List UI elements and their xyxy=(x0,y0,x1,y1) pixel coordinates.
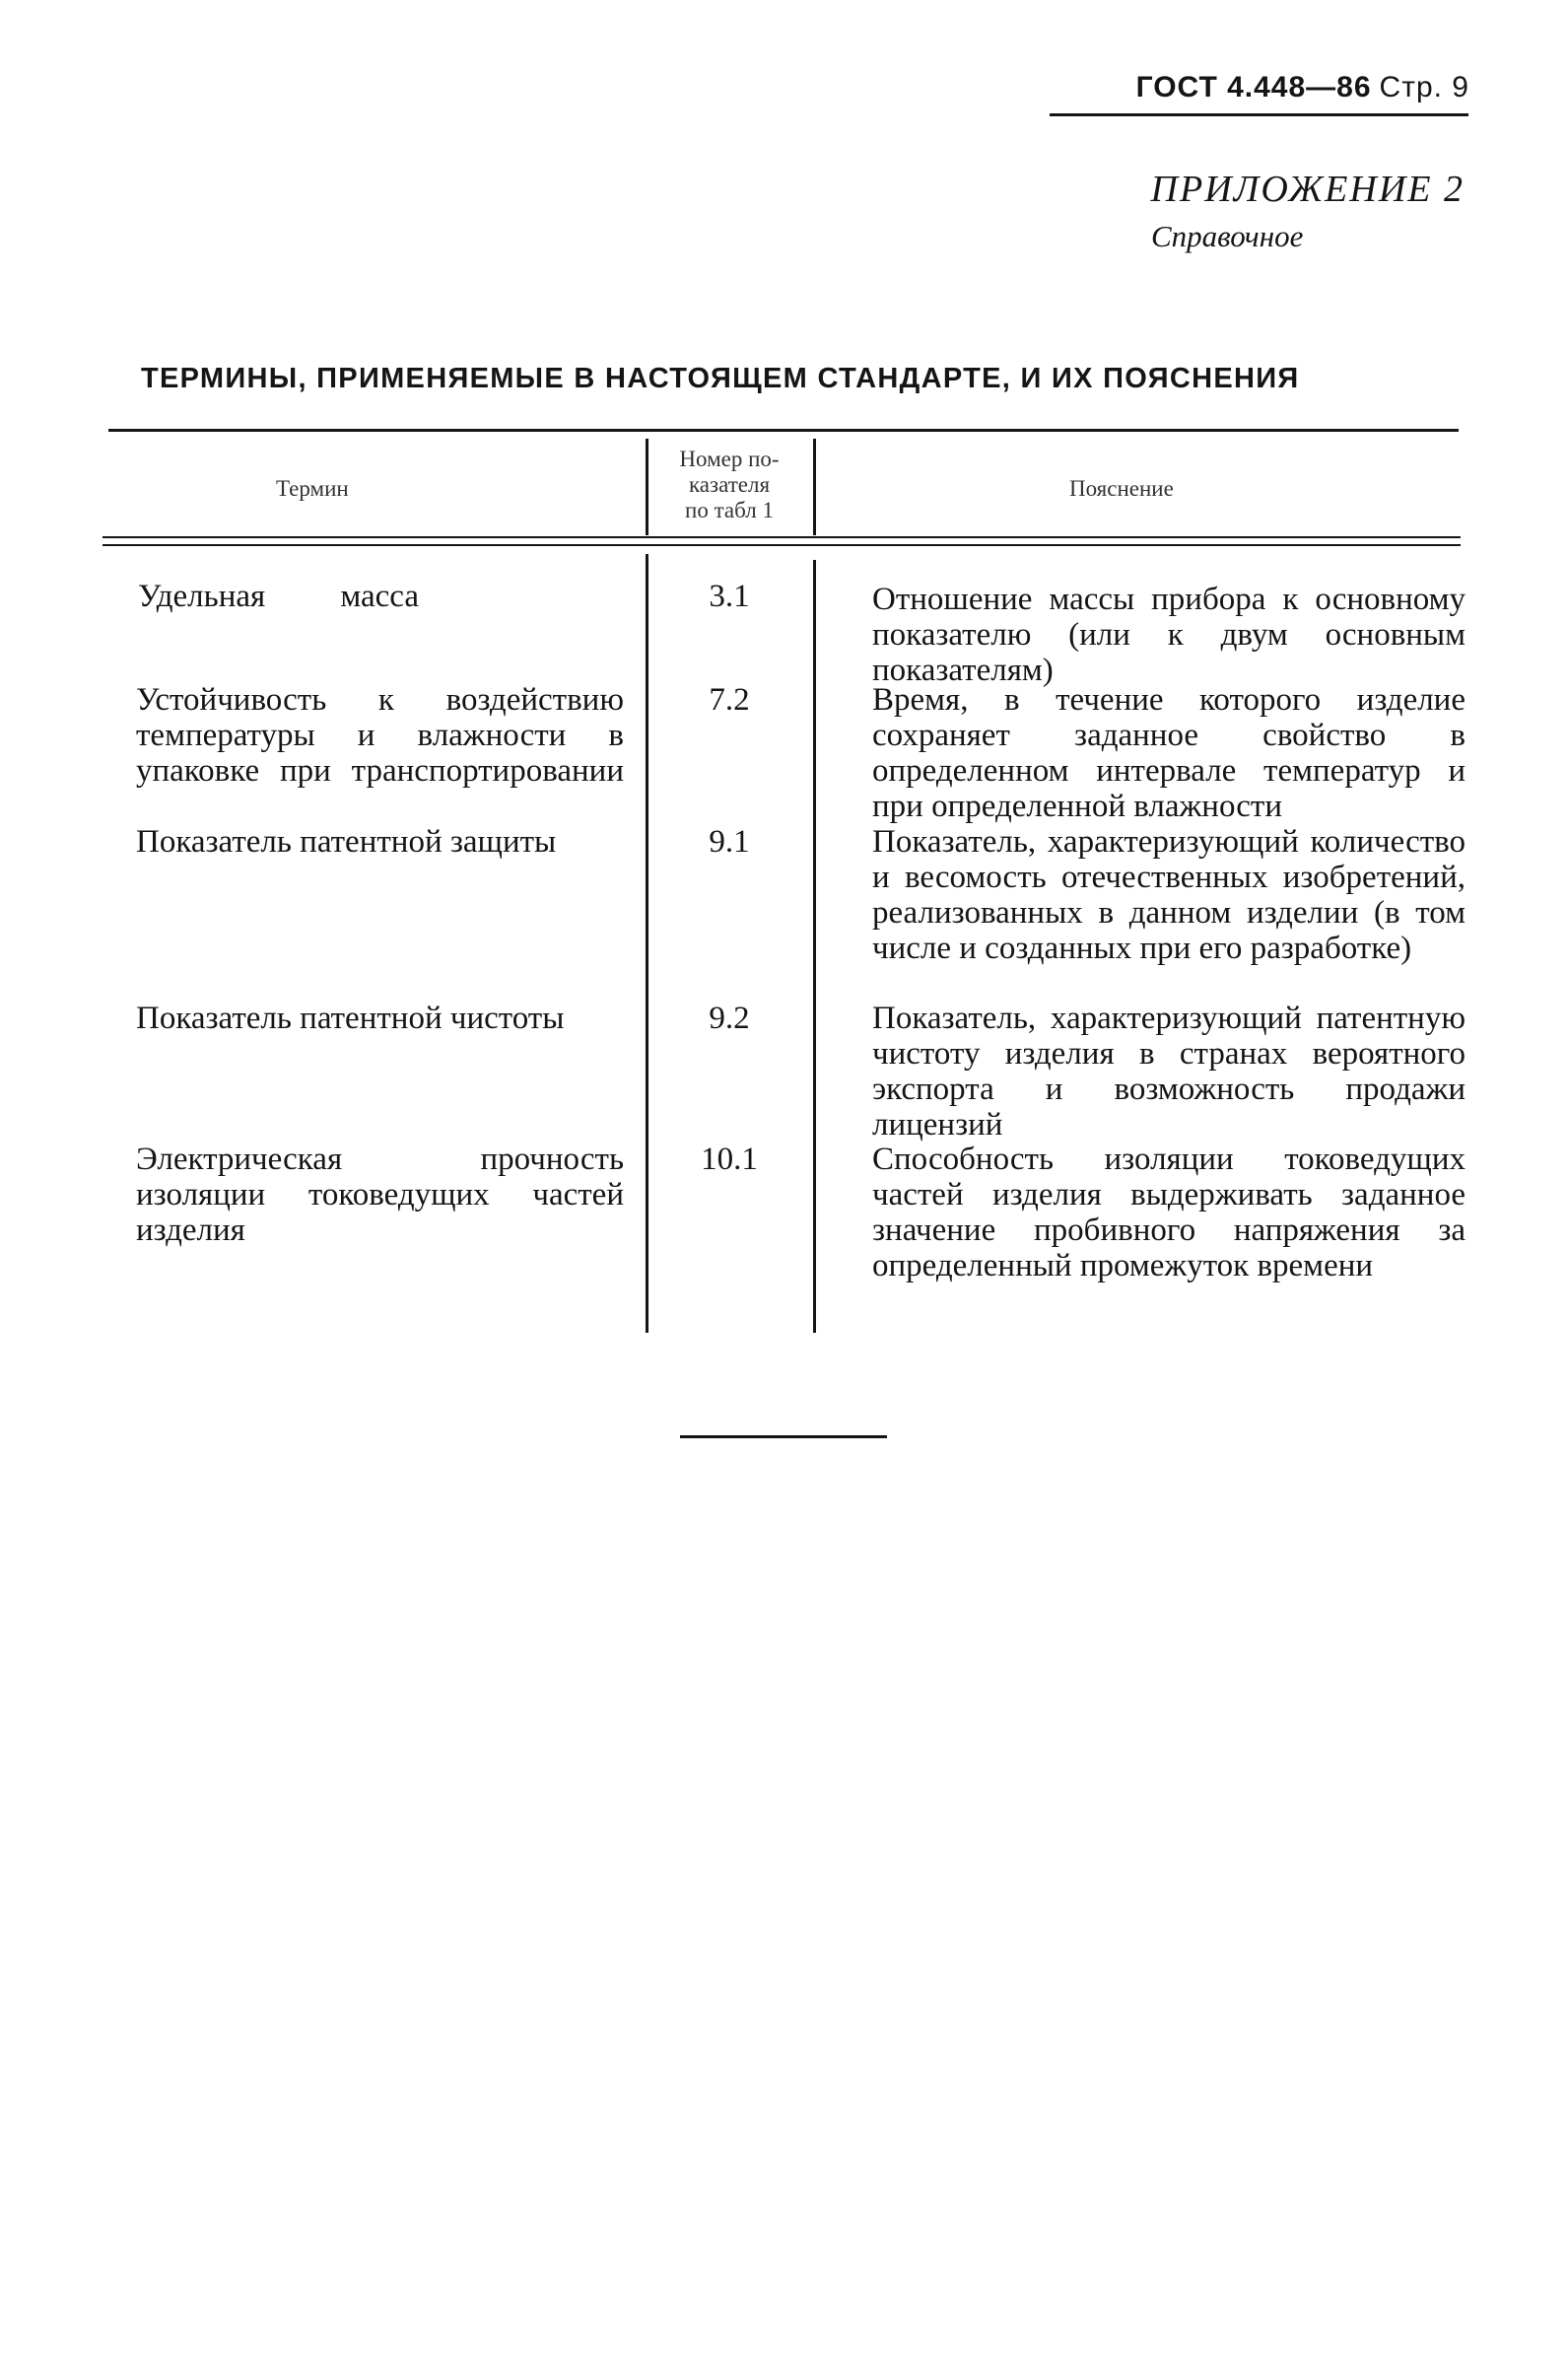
explanation-cell: Время, в течение которого изделие сохраняет заданное свойство в определенном интервале температур и при определенной влажности xyxy=(872,682,1466,824)
table-header-rule xyxy=(102,536,1461,538)
body-divider-right xyxy=(813,560,816,1333)
number-cell: 10.1 xyxy=(701,1142,758,1177)
explanation-cell: Показатель, характеризующий патентную чистоту изделия в странах вероятного экспорта и возможность продажи лицензий xyxy=(872,1001,1466,1143)
column-header-term: Термин xyxy=(276,476,349,501)
running-header xyxy=(1136,71,1469,104)
appendix-title: ПРИЛОЖЕНИЕ 2 xyxy=(1150,169,1465,210)
column-header-number-line: Номер по- xyxy=(679,447,780,471)
column-header-explanation: Пояснение xyxy=(1069,476,1174,501)
term-cell: Удельная масса xyxy=(138,579,419,614)
column-header-number-line: по табл 1 xyxy=(685,498,774,522)
explanation-cell: Способность изоляции токоведущих частей изделия выдерживать заданное значение пробивного напряжения за определенный промежуток времени xyxy=(872,1142,1466,1283)
column-header-number xyxy=(650,447,808,523)
explanation-cell: Показатель, характеризующий количество и весомость отечественных изобретений, реализованных в данном изделии (в том числе и созданных при его разработке) xyxy=(872,824,1466,966)
column-header-number-line: казателя xyxy=(688,472,771,497)
explanation-cell: Отношение массы прибора к основному показателю (или к двум основным показателям) xyxy=(872,582,1466,688)
number-cell: 7.2 xyxy=(709,682,750,718)
header-divider-left xyxy=(646,439,648,535)
page-title: ТЕРМИНЫ, ПРИМЕНЯЕМЫЕ В НАСТОЯЩЕМ СТАНДАРТЕ, И ИХ ПОЯСНЕНИЯ xyxy=(141,363,1300,394)
number-cell: 9.2 xyxy=(709,1001,750,1036)
page-number: Стр. 9 xyxy=(1379,71,1469,104)
term-cell: Электрическая прочность изоляции токоведущих частей изделия xyxy=(136,1142,624,1248)
term-cell: Показатель патентной защиты xyxy=(136,824,557,860)
term-cell: Устойчивость к воздействию температуры и влажности в упаковке при транспортировании xyxy=(136,682,624,789)
term-cell: Показатель патентной чистоты xyxy=(136,1001,565,1036)
appendix-note: Справочное xyxy=(1151,219,1304,253)
body-divider-left xyxy=(646,554,648,1333)
standard-number: ГОСТ 4.448—86 xyxy=(1135,71,1372,104)
table-header-rule-double xyxy=(102,544,1461,546)
table-top-rule xyxy=(108,429,1459,432)
number-cell: 3.1 xyxy=(709,579,750,614)
header-divider-right xyxy=(813,439,816,535)
header-rule xyxy=(1050,113,1468,116)
number-cell: 9.1 xyxy=(709,824,750,860)
end-rule xyxy=(680,1435,887,1438)
